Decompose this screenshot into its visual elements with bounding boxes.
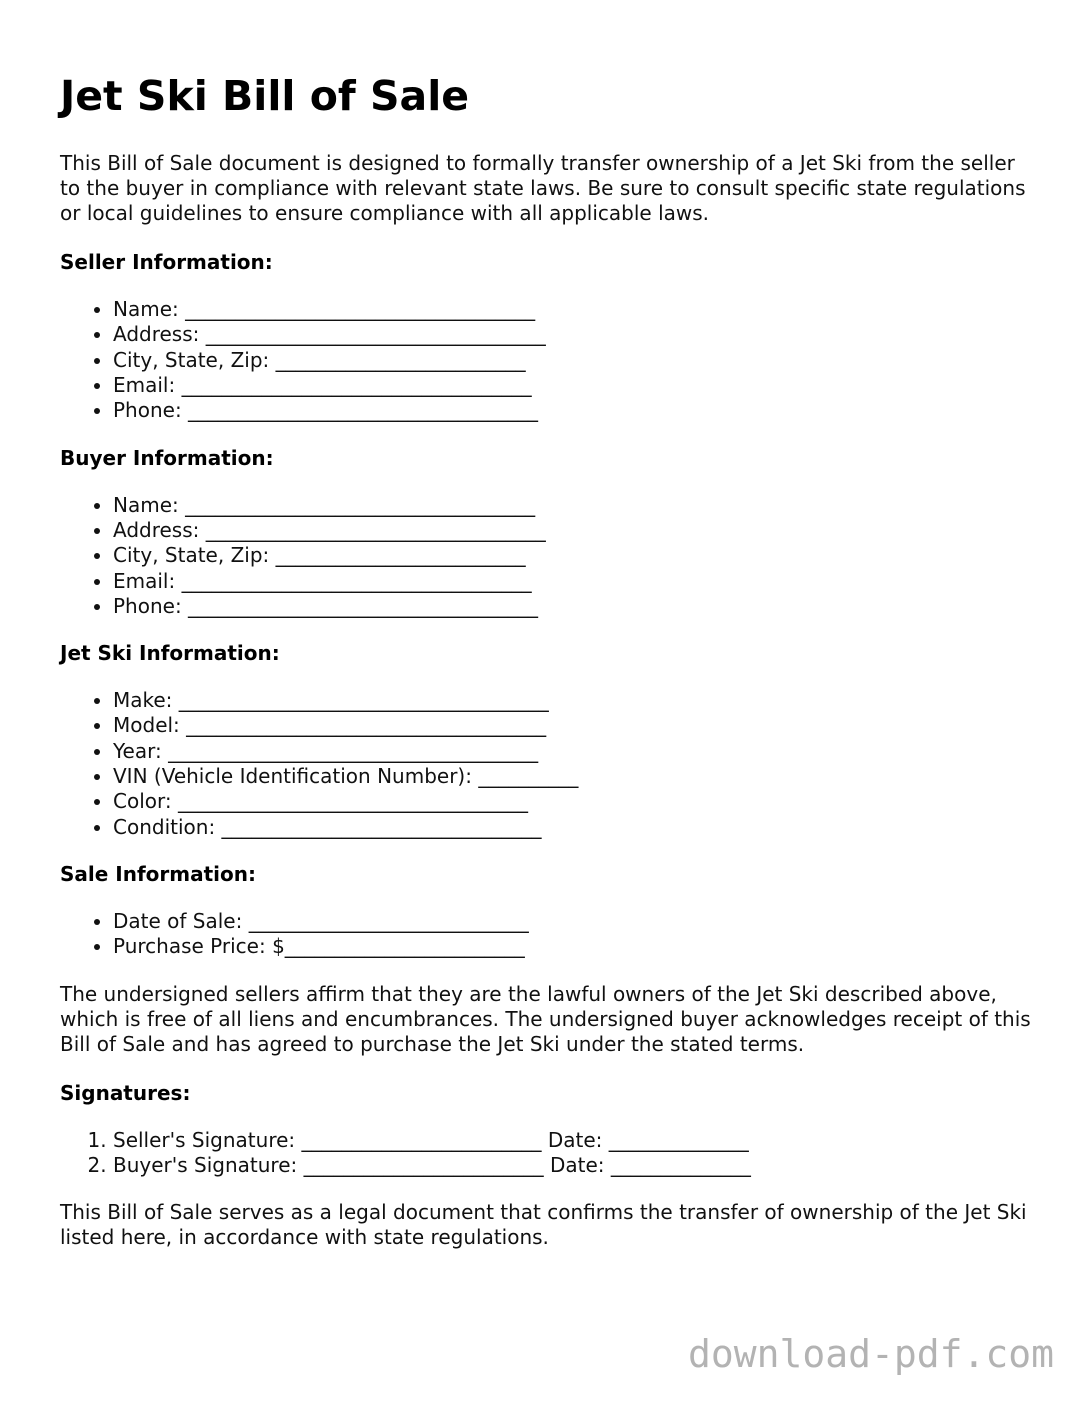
seller-signature-line: 1. Seller's Signature: ________________________ Date: ______________ (113, 1128, 1040, 1153)
seller-address-field: • Address: __________________________________ (113, 322, 1040, 347)
sale-heading: Sale Information: (60, 861, 256, 886)
jetski-model-field: • Model: ____________________________________ (113, 713, 1040, 738)
buyer-address-field: • Address: __________________________________ (113, 518, 1040, 543)
jetski-heading: Jet Ski Information: (60, 641, 280, 666)
buyer-heading: Buyer Information: (60, 445, 274, 470)
jetski-vin-field: • VIN (Vehicle Identification Number): __________ (113, 764, 1040, 789)
jetski-make-field: • Make: _____________________________________ (113, 688, 1040, 713)
buyer-city-state-zip-field: • City, State, Zip: _________________________ (113, 543, 1040, 568)
buyer-email-field: • Email: ___________________________________ (113, 569, 1040, 594)
seller-city-state-zip-field: • City, State, Zip: _________________________ (113, 348, 1040, 373)
jetski-color-field: • Color: ___________________________________ (113, 789, 1040, 814)
intro-paragraph: This Bill of Sale document is designed to formally transfer ownership of a Jet Ski from the seller to the buyer in compliance with relevant state laws. Be sure to consult specific state regulations or local guidelines to ensure compliance with all applicable laws. (60, 151, 1026, 226)
document-title: Jet Ski Bill of Sale (60, 72, 470, 120)
buyer-list (60, 493, 1040, 619)
jetski-list (60, 688, 1040, 840)
buyer-signature-line: 2. Buyer's Signature: ________________________ Date: ______________ (113, 1153, 1040, 1178)
seller-phone-field: • Phone: ___________________________________ (113, 398, 1040, 423)
jetski-condition-field: • Condition: ________________________________ (113, 815, 1040, 840)
affirmation-paragraph: The undersigned sellers affirm that they are the lawful owners of the Jet Ski described above, which is free of all liens and encumbrances. The undersigned buyer acknowledges receipt of this Bill of Sale and has agreed to purchase the Jet Ski under the stated terms. (60, 981, 1031, 1056)
seller-email-field: • Email: ___________________________________ (113, 373, 1040, 398)
buyer-name-field: • Name: ___________________________________ (113, 493, 1040, 518)
sale-price-field: • Purchase Price: $________________________ (113, 934, 1040, 959)
seller-list (60, 297, 1040, 423)
buyer-phone-field: • Phone: ___________________________________ (113, 594, 1040, 619)
seller-heading: Seller Information: (60, 250, 273, 275)
signatures-heading: Signatures: (60, 1080, 191, 1105)
watermark: download-pdf.com (687, 1332, 1054, 1376)
signatures-list (60, 1128, 1040, 1179)
closing-paragraph: This Bill of Sale serves as a legal document that confirms the transfer of ownership of the Jet Ski listed here, in accordance with state regulations. (60, 1200, 1027, 1250)
sale-date-field: • Date of Sale: ____________________________ (113, 909, 1040, 934)
jetski-year-field: • Year: _____________________________________ (113, 739, 1040, 764)
document-page (60, 72, 1040, 1274)
sale-list (60, 909, 1040, 960)
seller-name-field: • Name: ___________________________________ (113, 297, 1040, 322)
